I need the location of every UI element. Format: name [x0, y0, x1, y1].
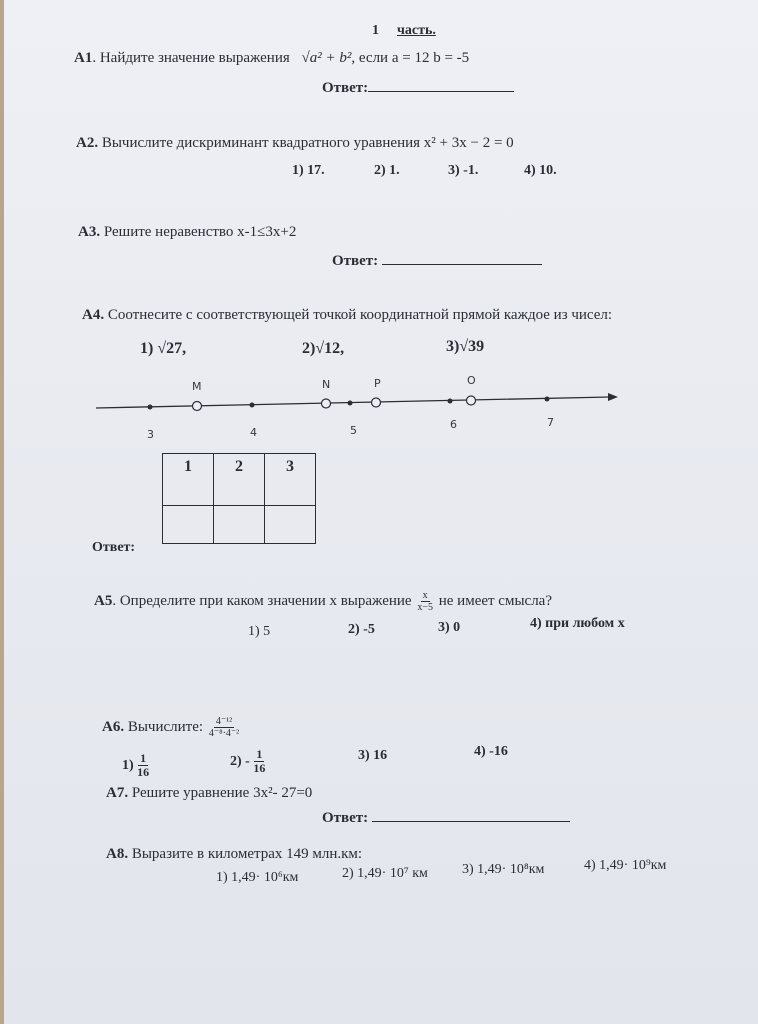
answer-label: Ответ: [322, 80, 369, 96]
part-title: часть. [397, 23, 436, 38]
question-a7 [106, 785, 312, 802]
answer-label: Ответ: [322, 810, 369, 826]
fraction-denominator: x−5 [417, 602, 433, 613]
a4-number-2: 2)√12, [302, 340, 345, 357]
question-number: A2. [76, 135, 99, 151]
part-number: 1 [372, 23, 379, 38]
fraction-numerator: 1 [256, 747, 263, 761]
question-a1 [74, 50, 469, 67]
point-p [372, 398, 381, 407]
answer-a3 [332, 253, 542, 270]
point-m [193, 402, 202, 411]
a6-option-2 [230, 748, 265, 775]
tick-dot-3 [148, 405, 153, 410]
a8-option-3: 3) 1,49· 10⁸км [462, 862, 545, 877]
option-text: 3) 16 [358, 748, 388, 763]
a4-number-3: 3)√39 [446, 338, 485, 355]
tick-label-5: 5 [350, 424, 357, 437]
a5-option-1: 1) 5 [248, 624, 271, 639]
fraction-numerator: x [422, 590, 428, 601]
point-label-m: M [192, 380, 202, 393]
exam-sheet [4, 0, 758, 1024]
a5-option-3: 3) 0 [438, 620, 461, 635]
a4-answer-table [162, 453, 316, 544]
table-header-cell: 3 [265, 454, 316, 506]
a5-fraction [417, 590, 433, 613]
tick-dot-4 [250, 403, 255, 408]
question-number: A8. [106, 846, 129, 862]
question-a5 [94, 590, 552, 613]
question-text: . Найдите значение выражения [92, 50, 290, 66]
table-answer-row [163, 506, 316, 544]
a6-option-4 [474, 744, 508, 760]
tick-dot-7 [545, 397, 550, 402]
a8-option-1: 1) 1,49· 10⁶км [216, 870, 299, 885]
answer-label: Ответ: [332, 253, 379, 269]
option-fraction [253, 748, 265, 775]
answer-a1 [322, 80, 514, 97]
a6-option-3 [358, 748, 387, 764]
question-a2 [76, 135, 514, 152]
a2-option-1: 1) 17. [292, 163, 325, 178]
table-header-row [163, 454, 316, 506]
point-n [322, 399, 331, 408]
question-a4 [82, 307, 612, 324]
point-label-o: O [467, 374, 476, 387]
tick-dot-6 [448, 399, 453, 404]
tick-label-4: 4 [250, 426, 257, 439]
question-text: Соотнесите с соответствующей точкой координатной прямой каждое из чисел: [104, 307, 613, 323]
fraction-denominator: 16 [253, 761, 266, 776]
a6-fraction [209, 716, 239, 739]
arrow-icon [608, 393, 618, 401]
a2-option-3: 3) -1. [448, 163, 479, 178]
tick-dot-5 [348, 401, 353, 406]
fraction-numerator: 4⁻¹² [215, 716, 233, 727]
table-header-cell: 2 [214, 454, 265, 506]
question-a6 [102, 716, 239, 739]
answer-a7 [322, 810, 570, 827]
answer-a4-label: Ответ: [92, 540, 136, 555]
a8-option-4: 4) 1,49· 10⁹км [584, 858, 667, 873]
a2-option-4: 4) 10. [524, 163, 557, 178]
question-a8 [106, 846, 362, 863]
question-a3 [78, 224, 296, 241]
option-text: 4) -16 [474, 744, 508, 759]
a5-option-4: 4) при любом x [530, 616, 625, 631]
question-text: Решите уравнение 3x²- 27=0 [128, 785, 313, 801]
question-number: A5 [94, 592, 113, 609]
question-text: Вычислите дискриминант квадратного уравнения x² + 3x − 2 = 0 [98, 135, 514, 151]
question-text: Решите неравенство x-1≤3x+2 [100, 224, 297, 240]
a6-option-1 [122, 752, 149, 779]
question-number: A6. [102, 718, 125, 735]
a5-option-2: 2) -5 [348, 622, 375, 637]
question-number: A7. [106, 785, 129, 801]
option-prefix: 1) [122, 757, 134, 773]
question-number: A3. [78, 224, 101, 240]
point-label-p: P [374, 377, 381, 390]
table-answer-cell[interactable] [214, 506, 265, 544]
table-answer-cell[interactable] [163, 506, 214, 544]
question-number: A4. [82, 307, 105, 323]
question-number: A1 [74, 50, 93, 66]
point-label-n: N [322, 378, 331, 391]
fraction-numerator: 1 [140, 751, 147, 765]
point-o [467, 396, 476, 405]
question-text: Выразите в километрах 149 млн.км: [128, 846, 363, 862]
fraction-denominator: 4⁻⁸·4⁻² [208, 728, 240, 739]
tick-label-6: 6 [450, 418, 457, 431]
fraction-denominator: 16 [137, 765, 150, 780]
question-text-2: не имеет смысла? [434, 592, 552, 609]
option-fraction [137, 752, 149, 779]
tick-label-3: 3 [147, 428, 154, 441]
tick-label-7: 7 [547, 416, 554, 429]
option-prefix: 2) - [230, 753, 250, 769]
table-header-cell: 1 [163, 454, 214, 506]
answer-line[interactable] [382, 264, 542, 265]
number-line [4, 375, 758, 445]
answer-line[interactable] [372, 821, 570, 822]
math-expression: √a² + b² [301, 50, 352, 66]
answer-line[interactable] [368, 91, 514, 92]
number-line-axis [96, 397, 610, 408]
question-condition: , если a = 12 b = -5 [351, 50, 470, 66]
a8-option-2: 2) 1,49· 10⁷ км [342, 866, 428, 881]
a2-option-2: 2) 1. [374, 163, 400, 178]
a4-number-1: 1) √27, [140, 340, 187, 357]
question-text: . Определите при каком значении x выражение [112, 592, 412, 609]
table-answer-cell[interactable] [265, 506, 316, 544]
question-text: Вычислите: [124, 718, 204, 735]
